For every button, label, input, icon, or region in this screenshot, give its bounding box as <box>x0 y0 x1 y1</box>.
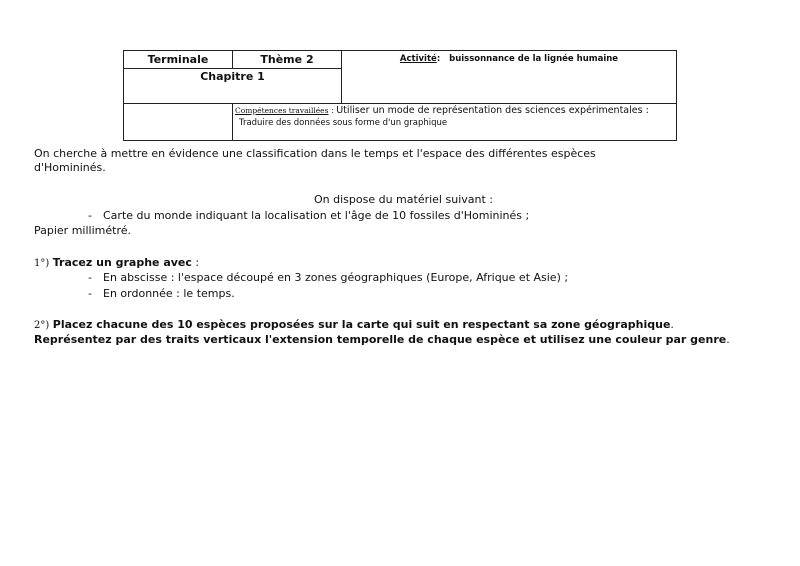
question-2-line-1 <box>34 318 674 333</box>
materials-title: On dispose du matériel suivant : <box>314 193 493 206</box>
competences-line2: Traduire des données sous forme d'un graphique <box>239 118 448 128</box>
level-cell: Terminale <box>124 51 233 69</box>
question-2-period-2: . <box>726 333 730 346</box>
question-2-text-2: Représentez par des traits verticaux l'extension temporelle de chaque espèce et utilisez une couleur par genre <box>34 333 727 346</box>
question-1-heading <box>34 256 199 271</box>
question-2-number: 2°) <box>34 320 50 331</box>
q1-item-1: En abscisse : l'espace découpé en 3 zones géographiques (Europe, Afrique et Asie) ; <box>103 271 569 284</box>
material-item-1: Carte du monde indiquant la localisation et l'âge de 10 fossiles d'Homininés ; <box>103 209 530 222</box>
material-dash-1: - <box>88 209 92 222</box>
theme-cell: Thème 2 <box>233 51 342 69</box>
activity-sep: : <box>436 54 441 64</box>
q1-dash-2: - <box>88 287 92 300</box>
activity-label: Activité <box>399 54 437 64</box>
question-2-line-2 <box>34 333 730 347</box>
question-2-text-1: Placez chacune des 10 espèces proposées sur la carte qui suit en respectant sa zone géographique <box>52 318 671 331</box>
question-2-period-1: . <box>670 318 674 331</box>
competences-label: Compétences travaillées <box>235 106 329 115</box>
competences-cell <box>233 104 677 141</box>
intro-line-2: d'Homininés. <box>34 161 106 174</box>
question-1-colon: : <box>191 256 200 269</box>
chapter-title: Chapitre 1 <box>200 70 265 83</box>
activity-cell <box>342 51 677 104</box>
blank-cell <box>124 104 233 141</box>
chapter-cell <box>124 69 342 104</box>
question-1-title: Tracez un graphe avec <box>52 256 192 269</box>
activity-title: buissonnance de la lignée humaine <box>449 54 619 64</box>
competences-sep: : <box>328 106 337 115</box>
competences-line1: Utiliser un mode de représentation des sciences expérimentales : <box>336 105 649 116</box>
material-item-2: Papier millimétré. <box>34 224 131 237</box>
q1-item-2: En ordonnée : le temps. <box>103 287 235 300</box>
header-table <box>123 50 677 141</box>
question-1-number: 1°) <box>34 258 50 269</box>
intro-line-1: On cherche à mettre en évidence une classification dans le temps et l'espace des différentes espèces <box>34 147 596 160</box>
q1-dash-1: - <box>88 271 92 284</box>
